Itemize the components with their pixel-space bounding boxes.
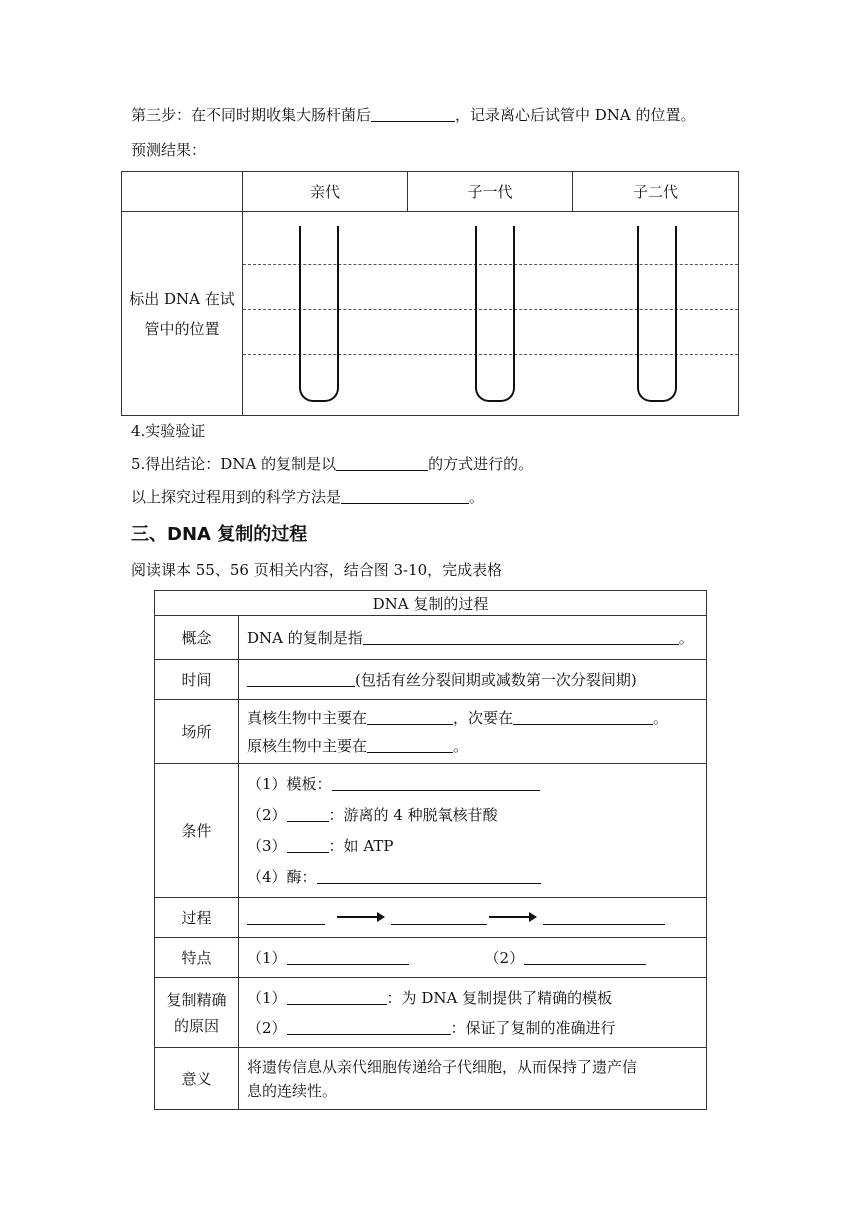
feature-2-num: （2） bbox=[484, 948, 525, 967]
reason-2-num: （2） bbox=[247, 1018, 287, 1037]
prediction-label: 预测结果： bbox=[131, 141, 207, 159]
process-table-title: DNA 复制的过程 bbox=[155, 591, 707, 616]
step5-text: 5.得出结论：DNA 的复制是以 bbox=[131, 455, 337, 473]
method-text-after: 。 bbox=[469, 488, 485, 506]
method-line bbox=[131, 486, 484, 507]
place-cell bbox=[239, 700, 707, 764]
step5-text-after: 的方式进行的。 bbox=[428, 455, 534, 473]
material-blank[interactable] bbox=[287, 806, 329, 822]
process-cell bbox=[239, 898, 707, 938]
reason-label bbox=[155, 978, 239, 1048]
condition-enzyme: （4）酶： bbox=[247, 867, 317, 886]
header-f1: 子一代 bbox=[408, 172, 573, 212]
reason-label-line2: 的原因 bbox=[173, 1016, 219, 1035]
concept-text: DNA 的复制是指 bbox=[247, 628, 363, 647]
header-parent: 亲代 bbox=[243, 172, 408, 212]
feature-cell bbox=[239, 938, 707, 978]
row-label bbox=[122, 212, 243, 416]
step4-line: 4.实验验证 bbox=[131, 422, 206, 440]
instruction: 阅读课本 55、56 页相关内容，结合图 3-10，完成表格 bbox=[131, 561, 503, 579]
tube-area bbox=[243, 212, 739, 416]
reason-label-line1: 复制精确 bbox=[166, 990, 227, 1009]
place-secondary-blank[interactable] bbox=[513, 709, 653, 725]
reason-1-num: （1） bbox=[247, 988, 287, 1007]
header-empty bbox=[122, 172, 243, 212]
place-prokaryote-blank[interactable] bbox=[367, 737, 453, 753]
step5-line bbox=[131, 453, 533, 474]
reason-2-text: ：保证了复制的准确进行 bbox=[450, 1018, 616, 1037]
reason-cell bbox=[239, 978, 707, 1048]
feature-1-num: （1） bbox=[247, 948, 287, 967]
reason-blank-2[interactable] bbox=[287, 1019, 451, 1035]
meaning-label: 意义 bbox=[155, 1048, 239, 1110]
step5-blank[interactable] bbox=[336, 455, 428, 471]
feature-blank-2[interactable] bbox=[524, 949, 646, 965]
condition-3-num: （3） bbox=[247, 836, 287, 855]
time-label: 时间 bbox=[155, 660, 239, 700]
test-tube-f2[interactable] bbox=[637, 226, 677, 402]
meaning-cell bbox=[239, 1048, 707, 1110]
condition-energy: ：如 ATP bbox=[328, 836, 394, 855]
template-blank[interactable] bbox=[332, 775, 540, 791]
step3-text-after: ，记录离心后试管中 DNA 的位置。 bbox=[455, 106, 696, 124]
row-label-line1: 标出 DNA 在试 bbox=[129, 289, 235, 308]
process-label: 过程 bbox=[155, 898, 239, 938]
process-blank-3[interactable] bbox=[543, 909, 665, 925]
header-f2: 子二代 bbox=[573, 172, 739, 212]
test-tube-f1[interactable] bbox=[475, 226, 515, 402]
reason-1-text: ：为 DNA 复制提供了精确的模板 bbox=[386, 988, 613, 1007]
concept-cell bbox=[239, 616, 707, 660]
condition-label: 条件 bbox=[155, 764, 239, 898]
meaning-line1: 将遗传信息从亲代细胞传递给子代细胞，从而保持了遗产信 bbox=[247, 1057, 638, 1076]
place-eukaryote-text: 真核生物中主要在 bbox=[247, 708, 368, 727]
arrow-icon bbox=[337, 916, 383, 918]
time-text: (包括有丝分裂间期或减数第一次分裂间期) bbox=[355, 670, 637, 689]
time-blank[interactable] bbox=[247, 671, 355, 687]
process-table bbox=[154, 590, 707, 1110]
test-tube-parent[interactable] bbox=[299, 226, 339, 402]
feature-blank-1[interactable] bbox=[287, 949, 409, 965]
condition-cell bbox=[239, 764, 707, 898]
concept-label: 概念 bbox=[155, 616, 239, 660]
process-blank-1[interactable] bbox=[247, 909, 325, 925]
step3-line bbox=[131, 104, 696, 125]
place-end: 。 bbox=[653, 708, 669, 727]
row-label-line2: 管中的位置 bbox=[144, 319, 220, 338]
condition-material: ：游离的 4 种脱氧核苷酸 bbox=[328, 805, 498, 824]
place-end-2: 。 bbox=[453, 736, 469, 755]
concept-end: 。 bbox=[678, 628, 694, 647]
energy-blank[interactable] bbox=[287, 837, 329, 853]
feature-label: 特点 bbox=[155, 938, 239, 978]
time-cell bbox=[239, 660, 707, 700]
method-blank[interactable] bbox=[341, 488, 469, 504]
enzyme-blank[interactable] bbox=[317, 868, 541, 884]
reason-blank-1[interactable] bbox=[287, 989, 387, 1005]
step3-blank[interactable] bbox=[371, 106, 455, 122]
prediction-table bbox=[121, 171, 739, 416]
meaning-line2: 息的连续性。 bbox=[247, 1081, 338, 1100]
arrow-icon bbox=[489, 916, 535, 918]
process-blank-2[interactable] bbox=[391, 909, 487, 925]
concept-blank[interactable] bbox=[363, 629, 679, 645]
step3-text: 第三步：在不同时期收集大肠杆菌后 bbox=[131, 106, 372, 124]
place-prokaryote-text: 原核生物中主要在 bbox=[247, 736, 368, 755]
method-text: 以上探究过程用到的科学方法是 bbox=[131, 488, 342, 506]
place-label: 场所 bbox=[155, 700, 239, 764]
place-main-blank[interactable] bbox=[367, 709, 453, 725]
condition-template: （1）模板： bbox=[247, 774, 332, 793]
section-title: 三、DNA 复制的过程 bbox=[131, 524, 308, 545]
condition-2-num: （2） bbox=[247, 805, 287, 824]
place-secondary-text: ，次要在 bbox=[453, 708, 514, 727]
